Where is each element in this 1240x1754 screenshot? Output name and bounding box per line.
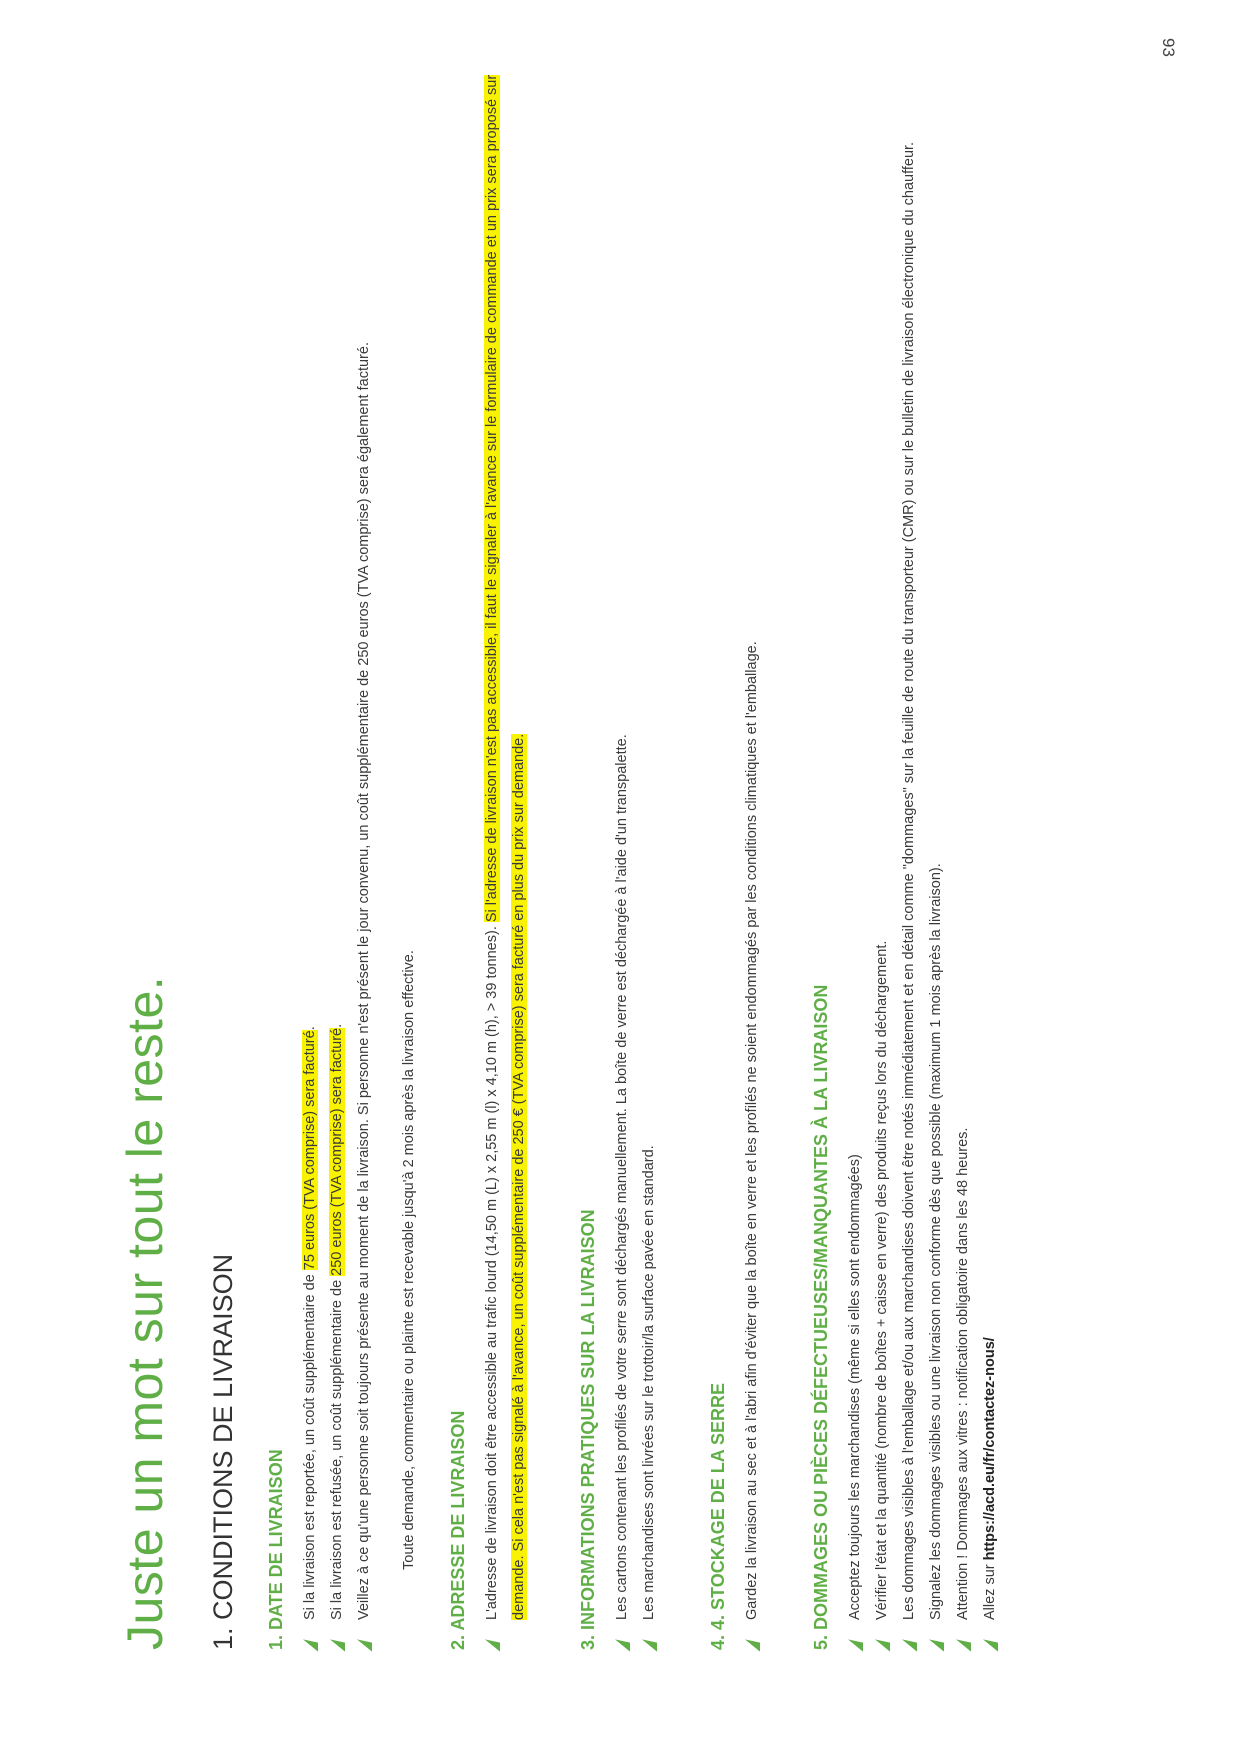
list-date-livraison [297, 10, 378, 1650]
list-item [609, 10, 636, 1650]
note-text: Toute demande, commentaire ou plainte est recevable jusqu'à 2 mois après la livraison effective. [401, 950, 417, 1570]
arrow-bullet-icon [956, 1639, 971, 1651]
page-number: 93 [1159, 38, 1178, 57]
highlighted-text: Si l'adresse de livraison n'est pas accessible, il faut le signaler à l'avance sur le formulaire de commande et un prix sera proposé sur demande. Si cela n'est pas signalé à l'avance, un coût supplémentaire de 250 € (TVA comprise) sera facturé en plus du prix sur demande. [484, 74, 527, 1620]
list-item [950, 10, 977, 1650]
item-text: Les dommages visibles à l'emballage et/ou aux marchandises doivent être notés immédiatement et en détail comme "dommages" sur la feuille de route du transporteur (CMR) ou sur le bulletin de livraison électronique du chauffeur. [901, 141, 917, 1620]
item-text: L'adresse de livraison doit être accessible au trafic lourd (14,50 m (L) x 2,55 m (l) x 4,10 m (h), > 39 tonnes). [484, 922, 500, 1620]
list-informations-pratiques [609, 10, 663, 1650]
list-item [977, 10, 1004, 1650]
heading-informations-pratiques: 3. INFORMATIONS PRATIQUES SUR LA LIVRAISON [578, 1209, 598, 1650]
item-text: . [329, 1023, 345, 1028]
list-item [324, 10, 351, 1650]
item-text: Allez sur [982, 1560, 998, 1620]
arrow-bullet-icon [745, 1639, 760, 1651]
heading-stockage-serre: 4. 4. STOCKAGE DE LA SERRE [708, 1382, 728, 1650]
heading-dommages: 5. DOMMAGES OU PIÈCES DÉFECTUEUSES/MANQUANTES À LA LIVRAISON [811, 984, 831, 1650]
arrow-bullet-icon [902, 1639, 917, 1651]
item-text: Attention ! Dommages aux vitres : notification obligatoire dans les 48 heures. [955, 1127, 971, 1620]
item-text: Les cartons contenant les profilés de votre serre sont déchargés manuellement. La boîte de verre est déchargée à l'aide d'un transpalette. [614, 734, 630, 1620]
content-sheet [105, 10, 1085, 1650]
list-item [739, 10, 766, 1650]
heading-date-livraison: 1. DATE DE LIVRAISON [266, 1449, 286, 1650]
item-text: Si la livraison est refusée, un coût supplémentaire de [329, 1275, 345, 1620]
arrow-bullet-icon [615, 1639, 630, 1651]
item-text: Veillez à ce qu'une personne soit toujours présente au moment de la livraison. Si personne n'est présent le jour convenu, un coût supplémentaire de 250 euros (TVA comprise) sera également facturé. [356, 342, 372, 1620]
item-text: Vérifier l'état et la quantité (nombre de boîtes + caisse en verre) des produits reçus lors du déchargement. [874, 940, 890, 1620]
list-adresse-livraison [479, 10, 533, 1650]
list-item [297, 10, 324, 1650]
list-item [636, 10, 663, 1650]
arrow-bullet-icon [929, 1639, 944, 1651]
heading-adresse-livraison: 2. ADRESSE DE LIVRAISON [448, 1410, 468, 1650]
arrow-bullet-icon [485, 1639, 500, 1651]
list-item [351, 10, 378, 1650]
highlighted-text: 75 euros (TVA comprise) sera facturé [302, 1030, 318, 1271]
arrow-bullet-icon [848, 1639, 863, 1651]
arrow-bullet-icon [983, 1639, 998, 1651]
item-text: Gardez la livraison au sec et à l'abri afin d'éviter que la boîte en verre et les profilés ne soient endommagés par les conditions climatiques et l'emballage. [744, 641, 760, 1620]
item-text: Les marchandises sont livrées sur le trottoir/la surface pavée en standard. [641, 1145, 657, 1620]
arrow-bullet-icon [303, 1639, 318, 1651]
arrow-bullet-icon [330, 1639, 345, 1651]
item-text: Si la livraison est reportée, un coût supplémentaire de [302, 1270, 318, 1620]
list-item [896, 10, 923, 1650]
item-text: Acceptez toujours les marchandises (même si elles sont endommagées) [847, 1154, 863, 1620]
arrow-bullet-icon [357, 1639, 372, 1651]
section-title: 1. CONDITIONS DE LIVRAISON [208, 1253, 238, 1650]
contact-link[interactable]: https://acd.eu/fr/contactez-nous/ [982, 1337, 998, 1561]
page-title: Juste un mot sur tout le reste. [117, 975, 173, 1650]
highlighted-text: 250 euros (TVA comprise) sera facturé [329, 1027, 345, 1276]
arrow-bullet-icon [875, 1639, 890, 1651]
item-text: . [302, 1026, 318, 1031]
list-stockage-serre [739, 10, 766, 1650]
list-item [869, 10, 896, 1650]
list-item [923, 10, 950, 1650]
arrow-bullet-icon [642, 1639, 657, 1651]
list-item [842, 10, 869, 1650]
item-text: Signalez les dommages visibles ou une livraison non conforme dès que possible (maximum 1 mois après la livraison). [928, 863, 944, 1620]
list-item [479, 10, 533, 1650]
list-dommages [842, 10, 1004, 1650]
